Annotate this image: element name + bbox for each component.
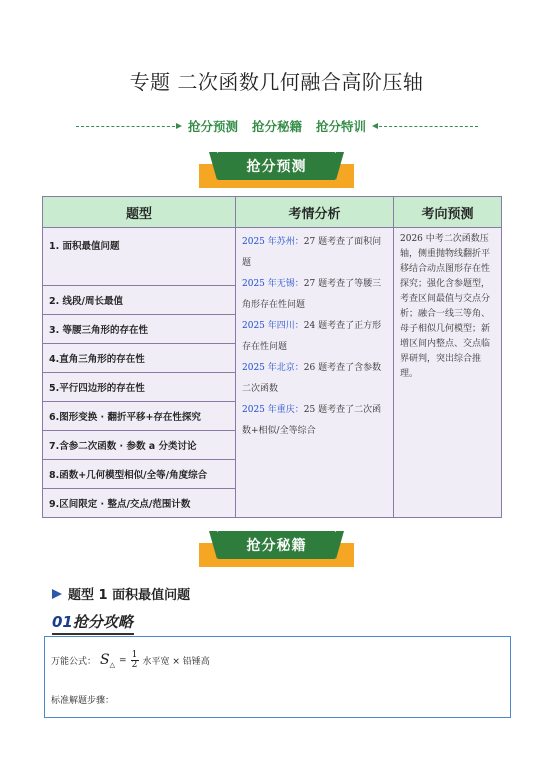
type-1: 1. 面积最值问题 [43, 228, 236, 286]
nav-item-secret[interactable]: 抢分秘籍 [252, 119, 303, 134]
subsection-heading [52, 611, 133, 632]
formula-area: $S_\triangle$ [100, 652, 115, 669]
nav-item-predict[interactable]: 抢分预测 [187, 119, 238, 134]
type-5: 5.平行四边形的存在性 [43, 373, 236, 402]
header-prediction: 考向预测 [394, 197, 502, 228]
steps-label: 标准解题步骤： [51, 696, 115, 706]
formula-fraction: $\frac{1}{2}$ [131, 650, 138, 670]
nav-line-left [76, 126, 180, 127]
section-heading [52, 584, 190, 603]
header-analysis: 考情分析 [236, 197, 394, 228]
type-2: 2. 线段/周长最值 [43, 286, 236, 315]
subsection-number: 01 [52, 613, 73, 631]
strategy-box [44, 636, 511, 718]
type-7: 7.含参二次函数 · 参数 a 分类讨论 [43, 431, 236, 460]
banner-secret-label: 抢分秘籍 [217, 531, 336, 559]
analysis-cell: 2025 年苏州：27 题考查了面积问题 2025 年无锡：27 题考查了等腰三角形存在性问题 2025 年四川：24 题考查了正方形存在性问题 2025 年北京：26 题考查了含参数二次函数 2025 年重庆：25 题考查了二次函数+相似/全等综合 [236, 228, 394, 518]
section-nav [76, 119, 478, 133]
subsection-underline [52, 633, 134, 635]
formula-label: 万能公式： [51, 657, 97, 667]
type-3: 3. 等腰三角形的存在性 [43, 315, 236, 344]
formula-rest: 水平宽 × 铅锤高 [142, 657, 210, 667]
type-6: 6.图形变换 · 翻折平移+存在性探究 [43, 402, 236, 431]
banner-predict-label: 抢分预测 [217, 152, 336, 180]
header-type: 题型 [43, 197, 236, 228]
type-4: 4.直角三角形的存在性 [43, 344, 236, 373]
type-8: 8.函数+几何模型相似/全等/角度综合 [43, 460, 236, 489]
nav-item-training[interactable]: 抢分特训 [316, 119, 367, 134]
triangle-bullet-icon [52, 589, 62, 599]
section-heading-text: 题型 1 面积最值问题 [68, 588, 191, 603]
nav-line-right [374, 126, 478, 127]
prediction-cell: 2026 中考二次函数压轴，侧重抛物线翻折平移结合动点图形存在性探究；强化含参题型，考查区间最值与交点分析；融合一线三等角、母子相似几何模型；新增区间内整点、交点临界研判，突出综合推理。 [394, 228, 502, 518]
formula-equals: = [119, 655, 127, 666]
page-title: 专题 二次函数几何融合高阶压轴 [129, 70, 424, 94]
analysis-table [42, 196, 502, 518]
banner-secret [199, 531, 354, 567]
banner-predict [199, 152, 354, 188]
formula-line [51, 651, 210, 670]
type-9: 9.区间限定 · 整点/交点/范围计数 [43, 489, 236, 518]
subsection-title: 抢分攻略 [72, 613, 133, 631]
